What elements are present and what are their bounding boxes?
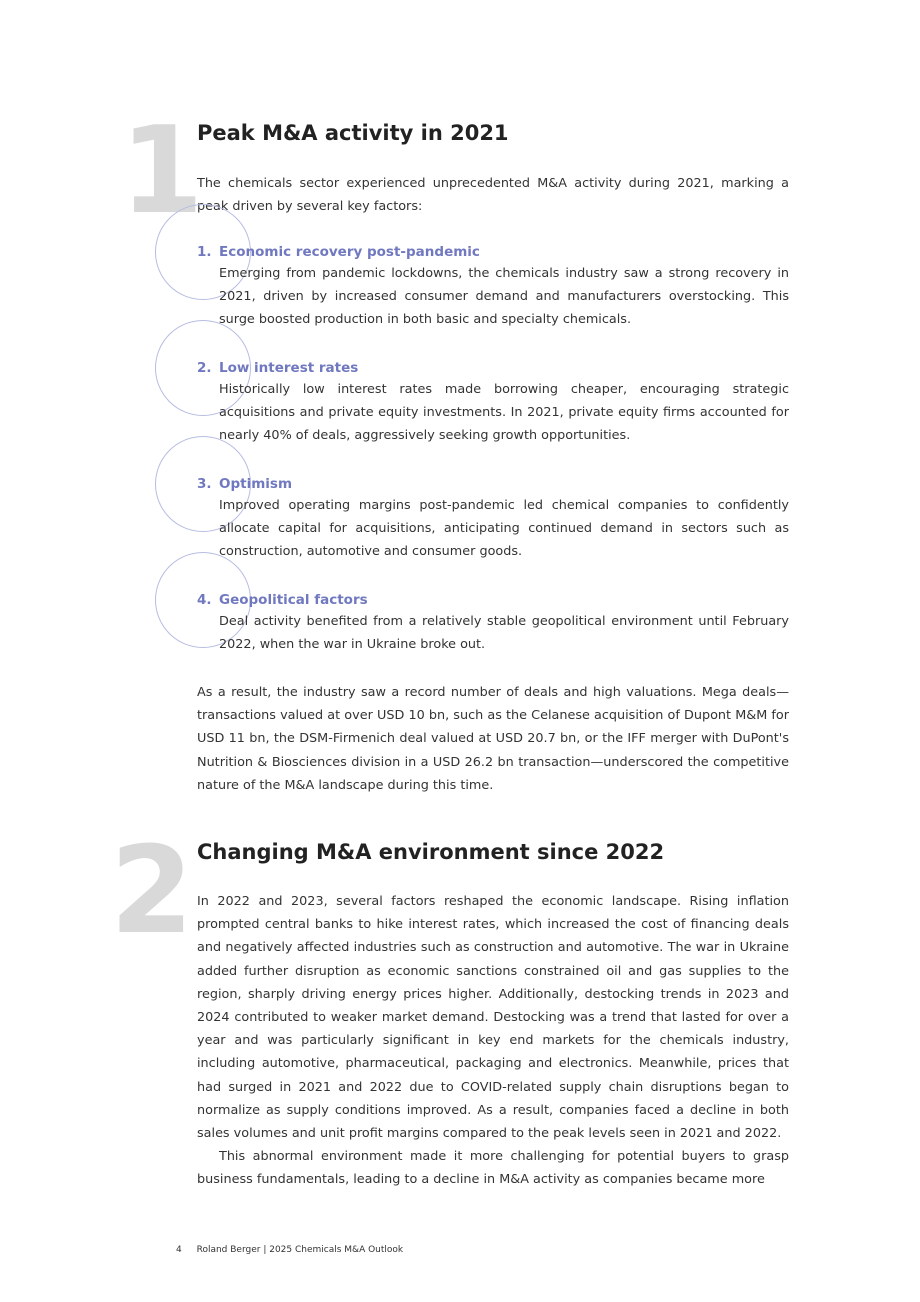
item-heading: Optimism xyxy=(219,476,293,492)
section-1-intro-text: The chemicals sector experienced unprecedented M&A activity during 2021, marking a peak driven by several key factors: xyxy=(197,176,789,215)
item-heading: Geopolitical factors xyxy=(219,592,368,608)
section-2-header xyxy=(197,840,789,865)
page-number: 4 xyxy=(176,1245,182,1255)
list-item xyxy=(197,590,789,656)
section-2-body xyxy=(197,890,789,1192)
section-number-1: 1 xyxy=(120,102,200,241)
item-number: 4. xyxy=(197,592,212,608)
section-1-header xyxy=(197,121,789,146)
item-body: Emerging from pandemic lockdowns, the chemicals industry saw a strong recovery in 2021, driven by increased consumer demand and manufacturers overstocking. This surge boosted production in both basic and specialty chemicals. xyxy=(219,266,789,328)
section-2-paragraph-2: This abnormal environment made it more challenging for potential buyers to grasp business fundamentals, leading to a decline in M&A activity as companies became more xyxy=(197,1149,789,1188)
page-footer xyxy=(176,1245,403,1255)
item-number: 3. xyxy=(197,476,212,492)
section-1-conclusion xyxy=(197,681,789,797)
section-2-paragraph-1: In 2022 and 2023, several factors reshaped the economic landscape. Rising inflation prompted central banks to hike interest rates, which increased the cost of financing deals and negatively affected industries such as construction and automotive. The war in Ukraine added further disruption as economic sanctions constrained oil and gas supplies to the region, sharply driving energy prices higher. Additionally, destocking trends in 2023 and 2024 contributed to weaker market demand. Destocking was a trend that lasted for over a year and was particularly significant in key end markets for the chemicals industry, including automotive, pharmaceutical, packaging and electronics. Meanwhile, prices that had surged in 2021 and 2022 due to COVID-related supply chain disruptions began to normalize as supply conditions improved. As a result, companies faced a decline in both sales volumes and unit profit margins compared to the peak levels seen in 2021 and 2022. xyxy=(197,894,789,1142)
item-heading: Low interest rates xyxy=(219,360,359,376)
section-1-conclusion-text: As a result, the industry saw a record number of deals and high valuations. Mega deals—transactions valued at over USD 10 bn, such as the Celanese acquisition of Dupont M&M for USD 11 bn, the DSM-Firmenich deal valued at USD 20.7 bn, or the IFF merger with DuPont's Nutrition & Biosciences division in a USD 26.2 bn transaction—underscored the competitive nature of the M&A landscape during this time. xyxy=(197,685,789,793)
item-number: 1. xyxy=(197,244,212,260)
item-heading: Economic recovery post-pandemic xyxy=(219,244,480,260)
list-item xyxy=(197,474,789,564)
item-body: Historically low interest rates made borrowing cheaper, encouraging strategic acquisitions and private equity investments. In 2021, private equity firms accounted for nearly 40% of deals, aggressively seeking growth opportunities. xyxy=(219,382,789,444)
section-1-intro xyxy=(197,172,789,218)
section-number-2: 2 xyxy=(110,822,190,961)
list-item xyxy=(197,358,789,448)
footer-source: Roland Berger | 2025 Chemicals M&A Outlook xyxy=(196,1245,404,1255)
section-1-title: Peak M&A activity in 2021 xyxy=(197,121,509,145)
list-item xyxy=(197,242,789,332)
item-body: Improved operating margins post-pandemic led chemical companies to confidently allocate capital for acquisitions, anticipating continued demand in sectors such as construction, automotive and consumer goods. xyxy=(219,498,789,560)
item-number: 2. xyxy=(197,360,212,376)
item-body: Deal activity benefited from a relatively stable geopolitical environment until February 2022, when the war in Ukraine broke out. xyxy=(219,614,789,653)
section-2-title: Changing M&A environment since 2022 xyxy=(197,840,665,864)
